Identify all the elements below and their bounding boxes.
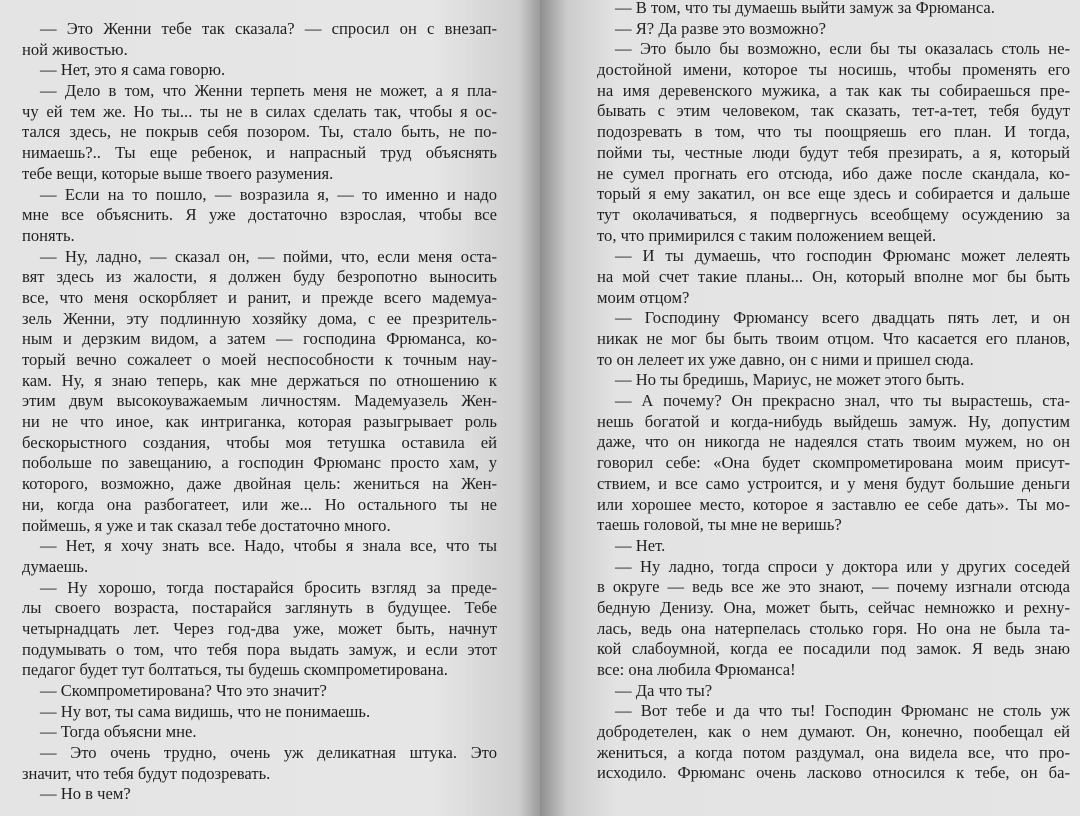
text-line: — Ну ладно, тогда спроси у доктора или у других соседей bbox=[615, 556, 1070, 576]
text-line: этим двум высокоуважаемым личностям. Мадемуазель Жен- bbox=[22, 391, 497, 411]
text-line: — Дело в том, что Женни терпеть меня не может, а я пла- bbox=[40, 81, 497, 101]
text-line: — Да что ты? bbox=[615, 680, 713, 700]
text-line: на мой счет такие планы... Он, который вполне мог бы быть bbox=[597, 266, 1070, 286]
text-line: ствием, и все само устроится, и у меня будут большие деньги bbox=[597, 473, 1070, 493]
text-line: ной живостью. bbox=[22, 39, 128, 59]
text-line: — Ну вот, ты сама видишь, что не понимаешь. bbox=[40, 701, 371, 721]
text-line: торый я ему закатил, он все еще здесь и собирается и дальше bbox=[597, 184, 1070, 204]
text-line: — Нет, это я сама говорю. bbox=[40, 60, 226, 80]
text-line: лась, ведь она натерпелась столько горя. Но она не была та- bbox=[597, 618, 1070, 638]
text-line: не сумел прогнать его отсюда, ибо даже после скандала, ко- bbox=[597, 163, 1070, 183]
text-line: моим отцом? bbox=[597, 287, 690, 307]
text-line: никак не мог бы быть твоим отцом. Что касается его планов, bbox=[597, 329, 1070, 348]
text-line: подумывать о том, что тебя пора выдать замуж, и если этот bbox=[22, 639, 497, 659]
text-line: — Это Женни тебе так сказала? — спросил он с внезап- bbox=[40, 19, 497, 38]
text-line: понять. bbox=[22, 225, 75, 245]
text-line: — Я? Да разве это возможно? bbox=[615, 18, 826, 38]
text-line: таешь головой, ты мне не веришь? bbox=[597, 515, 842, 535]
text-line: — Нет, я хочу знать все. Надо, чтобы я знала все, что ты bbox=[40, 536, 497, 556]
text-line: — Скомпрометирована? Что это значит? bbox=[40, 681, 327, 700]
left-page-text bbox=[22, 19, 497, 805]
text-line: добродетелен, как о нем думают. Он, конечно, пообещал ей bbox=[597, 722, 1070, 742]
text-line: — Это было бы возможно, если бы ты оказалась столь не- bbox=[615, 39, 1070, 59]
text-line: — Нет. bbox=[615, 535, 666, 555]
text-line: побольше по завещанию, а господин Фрюманс просто хам, у bbox=[22, 453, 497, 473]
text-line: — Если на то пошло, — возразила я, — то именно и надо bbox=[40, 184, 497, 204]
text-line: зель Женни, эту подлинную хозяйку дома, с ее презритель- bbox=[22, 308, 497, 328]
text-line: ни не что иное, как интриганка, которая разыгрывает роль bbox=[22, 412, 497, 432]
right-page bbox=[540, 0, 1080, 816]
text-line: педагог будет тут болтаться, ты будешь скомпрометирована. bbox=[22, 660, 448, 680]
right-page-text bbox=[597, 0, 1070, 784]
text-line: жениться, а когда потом раздумал, она видела все, что про- bbox=[597, 742, 1070, 762]
text-line: ным и дерзким видом, а затем — господина Фрюманса, ко- bbox=[22, 329, 497, 349]
text-line: — Вот тебе и да что ты! Господин Фрюманс не столь уж bbox=[615, 701, 1070, 721]
text-line: все: она любила Фрюманса! bbox=[597, 660, 796, 679]
text-line: — Ну хорошо, тогда постарайся бросить взгляд за преде- bbox=[40, 577, 497, 597]
text-line: — Но ты бредишь, Мариус, не может этого быть. bbox=[615, 370, 965, 390]
text-line: — В том, что ты думаешь выйти замуж за Фрюманса. bbox=[615, 0, 995, 17]
text-line: тался здесь, не покрыв себя позором. Ты, стало быть, не по- bbox=[22, 122, 497, 142]
text-line: даже, что он никогда не надеялся стать твоим мужем, но он bbox=[597, 432, 1070, 452]
text-line: кой слабоумной, когда ее посадили под замок. Я ведь знаю bbox=[597, 639, 1070, 659]
text-line: поймешь, я уже и так сказал тебе достаточно много. bbox=[22, 515, 391, 535]
text-line: — И ты думаешь, что господин Фрюманс может лелеять bbox=[615, 246, 1070, 266]
text-line: лы своего возраста, постарайся заглянуть в будущее. Тебе bbox=[22, 598, 497, 618]
text-line: нешь богатой и когда-нибудь выйдешь замуж. Ну, допустим bbox=[597, 411, 1070, 431]
text-line: — Это очень трудно, очень уж деликатная штука. Это bbox=[40, 743, 497, 763]
text-line: — Тогда объясни мне. bbox=[40, 722, 197, 742]
text-line: бедную Денизу. Она, может быть, сейчас немножко и рехну- bbox=[597, 597, 1070, 617]
text-line: на имя деревенского мужика, а так как ты собираешься пре- bbox=[597, 80, 1070, 100]
text-line: кам. Ну, я знаю теперь, как мне держаться по отношению к bbox=[22, 370, 497, 390]
text-line: или хорошее место, которое я заставлю ее себе дать». Ты мо- bbox=[597, 494, 1070, 514]
text-line: четырнадцать лет. Через год-два уже, может быть, начнут bbox=[22, 618, 497, 638]
text-line: вят здесь из жалости, я должен буду безропотно выносить bbox=[22, 267, 497, 287]
text-line: — Но в чем? bbox=[40, 784, 131, 804]
text-line: тут околачиваться, я подвергнусь всеобщему осуждению за bbox=[597, 204, 1070, 224]
text-line: — Господину Фрюмансу всего двадцать пять лет, и он bbox=[615, 308, 1070, 328]
text-line: бескорыстного создания, чтобы моя тетушка оставила ей bbox=[22, 432, 497, 452]
text-line: все, что меня оскорбляет и ранит, и прежде всего мадемуа- bbox=[22, 287, 497, 307]
text-line: исходило. Фрюманс очень ласково относился к тебе, он ба- bbox=[597, 763, 1070, 783]
text-line: нимаешь?.. Ты еще ребенок, и напрасный труд объяснять bbox=[22, 143, 497, 163]
text-line: — А почему? Он прекрасно знал, что ты вырастешь, ста- bbox=[615, 391, 1070, 411]
text-line: торый вечно сожалеет о моей неспособности к точным нау- bbox=[22, 350, 497, 369]
text-line: то, что примирился с таким положением вещей. bbox=[597, 225, 937, 245]
text-line: пойми ты, честные люди будут тебя презирать, а я, который bbox=[597, 142, 1070, 162]
text-line: — Ну, ладно, — сказал он, — пойми, что, если меня остa- bbox=[40, 246, 497, 266]
text-line: чу ей тем же. Но ты... ты не в силах сделать так, чтобы я ос- bbox=[22, 101, 497, 121]
text-line: которого, возможно, даже двойная цель: жениться на Жен- bbox=[22, 474, 497, 494]
text-line: думаешь. bbox=[22, 556, 89, 576]
text-line: бывать с этим человеком, так сказать, тет-а-тет, тебя будут bbox=[597, 101, 1070, 121]
text-line: говорил себе: «Она будет скомпрометирована моим присут- bbox=[597, 453, 1070, 473]
text-line: подозревать в том, что ты поощряешь его план. И тогда, bbox=[597, 122, 1070, 142]
text-line: в округе — ведь все же это знают, — почему изгнали отсюда bbox=[597, 577, 1070, 597]
text-line: то он лелеет их уже давно, он с ними и пришел сюда. bbox=[597, 349, 974, 369]
text-line: значит, что тебя будут подозревать. bbox=[22, 763, 271, 783]
text-line: ни, когда она разбогатеет, или же... Но остального ты не bbox=[22, 494, 497, 514]
text-line: достойной имени, которое ты носишь, чтобы променять его bbox=[597, 60, 1070, 80]
text-line: мне все объяснить. Я уже достаточно взрослая, чтобы все bbox=[22, 205, 497, 225]
text-line: тебе вещи, которые выше твоего разумения. bbox=[22, 163, 334, 183]
